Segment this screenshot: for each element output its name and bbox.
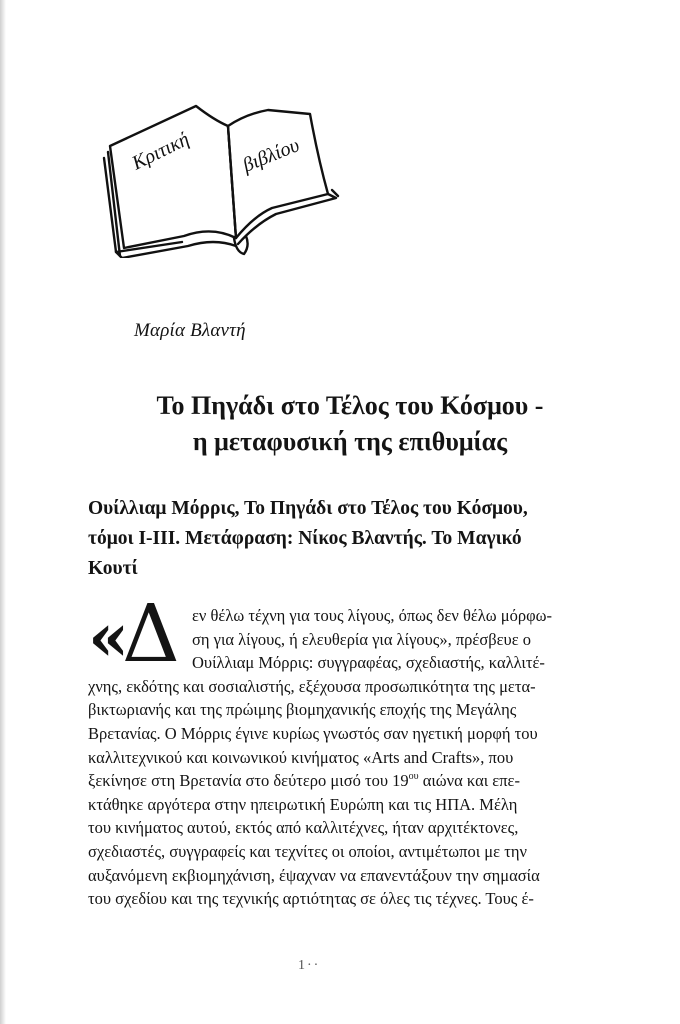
reference-line-2: τόμοι I-III. Μετάφραση: Νίκος Βλαντής. Το Μαγικό xyxy=(88,528,522,549)
century-superscript: ου xyxy=(408,771,419,783)
open-book-icon xyxy=(96,86,340,258)
drop-cap-letter: Δ xyxy=(122,587,180,680)
page-edge-shadow xyxy=(0,0,6,1024)
body-line-tail: αιώνα και επε- xyxy=(418,771,520,791)
body-line: ση για λίγους, ή ελευθερία για λίγους», πρέσβευε ο xyxy=(192,629,532,649)
body-line: εν θέλω τέχνη για τους λίγους, όπως δεν θέλω μόρφω- xyxy=(192,606,552,625)
body-line: χνης, εκδότης και σοσιαλιστής, εξέχουσα προσωπικότητα της μετα- xyxy=(88,676,536,696)
logo-label-right: βιβλίου xyxy=(239,134,303,177)
body-line: του κινήματος αυτού, εκτός από καλλιτέχνες, ήταν αρχιτέκτονες, xyxy=(88,818,519,838)
body-line: του σχεδίου και της τεχνικής αρτιότητας σε όλες τις τέχνες. Τους έ- xyxy=(88,889,534,909)
book-reference xyxy=(88,494,646,584)
body-line: καλλιτεχνικού και κοινωνικού κινήματος «Arts and Crafts», που xyxy=(88,747,514,767)
body-line-text: ξεκίνησε στη Βρετανία στο δεύτερο μισό του 19 xyxy=(88,771,409,791)
article-title xyxy=(60,388,640,460)
logo-label-left: Κριτική xyxy=(128,128,193,175)
author-name: Μαρία Βλαντή xyxy=(134,320,246,341)
page-number: 1·· xyxy=(298,958,321,973)
body-line: σχεδιαστές, συγγραφείς και τεχνίτες οι οποίοι, αντιμέτωποι με την xyxy=(88,841,527,861)
article-body xyxy=(88,587,648,911)
title-line-1: Το Πηγάδι στο Τέλος του Κόσμου - xyxy=(156,391,544,420)
body-line: κτάθηκε αργότερα στην ηπειρωτική Ευρώπη και τις ΗΠΑ. Μέλη xyxy=(88,794,518,814)
body-line xyxy=(88,769,648,793)
drop-cap xyxy=(88,587,188,684)
title-line-2: η μεταφυσική της επιθυμίας xyxy=(192,427,508,456)
body-line: Ουίλλιαμ Μόρρις: συγγραφέας, σχεδιαστής, καλλιτέ- xyxy=(192,653,545,673)
reference-line-3: Κουτί xyxy=(88,558,138,579)
body-line: αυξανόμενη εκβιομηχάνιση, έψαχναν να επανεντάξουν την σημασία xyxy=(88,865,540,885)
body-line: βικτωριανής και της πρώιμης βιομηχανικής εποχής της Μεγάλης xyxy=(88,700,517,720)
drop-cap-quote: « xyxy=(88,598,124,676)
body-line: Βρετανίας. Ο Μόρρις έγινε κυρίως γνωστός σαν ηγετική μορφή του xyxy=(88,723,538,743)
open-book-logo xyxy=(96,86,340,258)
reference-line-1: Ουίλλιαμ Μόρρις, Το Πηγάδι στο Τέλος του Κόσμου, xyxy=(88,498,528,519)
